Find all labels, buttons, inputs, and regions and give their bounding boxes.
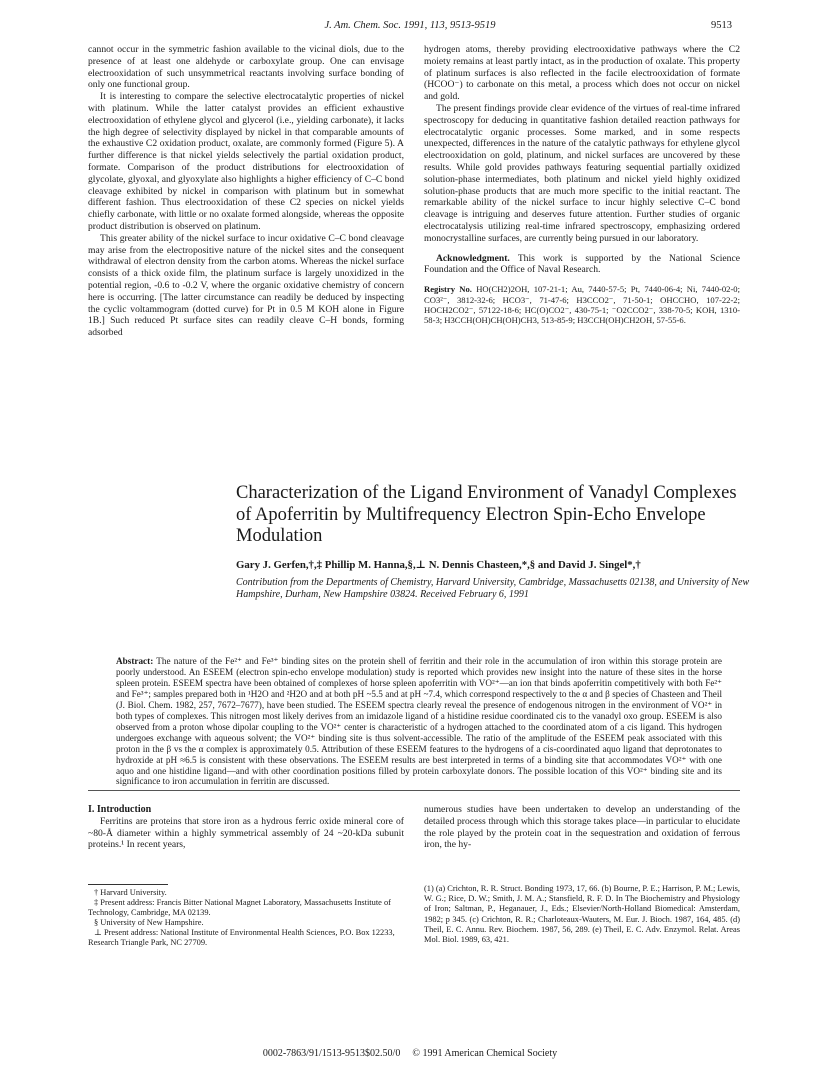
footnote-rule <box>88 884 168 885</box>
running-head <box>0 20 820 36</box>
journal-citation: J. Am. Chem. Soc. 1991, 113, 9513-9519 <box>324 20 496 31</box>
registry-label: Registry No. <box>424 284 472 295</box>
introduction-right-column <box>424 804 740 851</box>
page-number: 9513 <box>711 20 732 31</box>
footnote: § University of New Hampshire. <box>94 918 204 927</box>
article-header <box>236 483 756 601</box>
section-heading: I. Introduction <box>88 804 152 815</box>
copyright: © 1991 American Chemical Society <box>412 1048 558 1059</box>
introduction-left-column <box>88 804 404 851</box>
footnote: † Harvard University. <box>94 888 167 897</box>
acknowledgment <box>424 253 740 277</box>
reference-list <box>424 884 740 945</box>
article-code: 0002-7863/91/1513-9513$02.50/0 <box>262 1048 401 1059</box>
registry-text: HO(CH2)2OH, 107-21-1; Au, 7440-57-5; Pt, 7440-06-4; Ni, 7440-02-0; CO3²⁻, 3812-32-6; HCO3⁻, 71-47-6; H3CCO2⁻, 71-50-1; OHCCHO, 107-22-2; HOCH2CO2⁻, 57122-18-6; HC(O)CO2⁻, 430-75-1; ⁻O2CCO2⁻, 338-70-5; KOH, 1310-58-3; H3CCH(OH)CH(OH)CH3, 513-85-9; H3CCH(OH)CH2OH, 57-55-6. <box>424 284 740 326</box>
previous-article-left-column <box>88 44 404 339</box>
paragraph: This greater ability of the nickel surface to incur oxidative C–C bond cleavage may arise from the electropositive nature of the nickel sites and the consequent withdrawal of electron density from the carbon atoms. Whereas the nickel surface consists of a thick oxide film, the platinum surface is largely unoxidized in the potential region, -0.6 to -0.2 V, where the organic oxidative chemistry of concern here is occurring. [The latter circumstance can readily be deduced by inspecting the cyclic voltammogram (dotted curve) for Pt in 0.5 M KOH alone in Figure 1B.] Such reduced Pt surface sites can readily cleave C–H bonds, forming adsorbed <box>88 232 404 339</box>
paragraph: The present findings provide clear evidence of the virtues of real-time infrared spectroscopy for deducing in quantitative fashion detailed reaction pathways for electrocatalytic organic processes. Some marked, and in some respects unexpected, differences in the nature of the catalytic pathways for ethylene glycol electrooxidation on gold, platinum, and nickel surfaces are uncovered by these results. While gold provides pathways featuring sequential partially oxidized solution-phase intermediates, both platinum and nickel yield highly oxidized solution-phase products that are much more specific to the initial reactant. The remarkable ability of the nickel surface to incur highly selective C–C bond cleavage is intriguing and deserves future attention. Further studies of organic electrocatalysis utilizing real-time infrared spectroscopy, emphasizing ordered monocrystalline surfaces, are currently being pursued in our laboratory. <box>424 102 740 244</box>
abstract-label: Abstract: <box>116 656 154 666</box>
page-footer <box>0 1048 820 1059</box>
abstract-text: The nature of the Fe²⁺ and Fe³⁺ binding sites on the protein shell of ferritin and their role in the accumulation of iron within this storage protein are poorly understood. An ESEEM (electron spin-echo envelope modulation) study is reported which provides new insight into the nature of these sites in the horse spleen protein. ESEEM spectra have been obtained of complexes of horse spleen apoferritin with VO²⁺—an ion that binds apoferritin competitively with both Fe²⁺ and Fe³⁺; samples prepared both in ¹H2O and ²H2O and at both pH ~5.5 and at pH ~7.4, which correspond respectively to the α and β species of Chasteen and Theil (J. Biol. Chem. 1982, 257, 7672–7677), have been studied. The ESEEM spectra clearly reveal the presence of endogenous nitrogen in the environment of VO²⁺ in both types of complexes. This nitrogen most likely derives from an imidazole ligand of a histidine residue coordinated cis to the vanadyl oxo group. ESEEM is also observed from a proton whose dipolar coupling to the VO²⁺ center is characteristic of a hydrogen attached to the coordinated atom of a cis ligand. This hydrogen undergoes exchange with aqueous solvent; the VO²⁺ binding site is thus solvent-accessible. The ratio of the amplitude of the ESEEM peak associated with this proton in the β vs the α complex is approximately 0.5. Attribution of these ESEEM features to the hydrogens of a cis-coordinated aquo ligand that deprotonates to hydroxide at pH ≈6.5 is consistent with these observations. The ESEEM results are best interpreted in terms of a binding site that accommodates VO²⁺ with one aquo and one histidine ligand—and with other coordination positions filled by protein carboxylate donors. The possible location of this VO²⁺ binding site and its significance to iron accumulation in ferritin are discussed. <box>116 656 722 787</box>
paragraph: hydrogen atoms, thereby providing electrooxidative pathways where the C2 moiety remains at least partly intact, as in the production of oxalate. This property of platinum surfaces is also reflected in the facile electrooxidation of formate (HCOO⁻) to carbonate on this metal, a process which does not occur on nickel and gold. <box>424 44 740 103</box>
paragraph: It is interesting to compare the selective electrocatalytic properties of nickel with platinum. While the latter catalyst provides an efficient exhaustive electrooxidation of ethylene glycol and glycerol (i.e., yielding carbonate), it lacks the high degree of selectivity displayed by nickel in that comparable amounts of the exhaustive C2 oxidation product, oxalate, are commonly formed (Figure 5). A further difference is that nickel yields selectively the partial oxidation product, formate. Comparison of the product distributions for electrooxidation of glycolate, glyoxal, and glyoxylate also highlights a higher efficiency of C–C bond cleavage exhibited by nickel in comparison with platinum but in somewhat different fashion. Thus electrooxidation of these C2 species on nickel yields chiefly carbonate, with little or no oxalate formed alongside, whereas the opposite product distribution is observed on platinum. <box>88 91 404 232</box>
footnote: ⊥ Present address: National Institute of Environmental Health Sciences, P.O. Box 12233, Research Triangle Park, NC 27709. <box>88 928 395 947</box>
paragraph: numerous studies have been undertaken to develop an understanding of the detailed process through which this storage takes place—in particular to elucidate the role played by the protein coat in the sequestration and oxidation of ferrous iron, the hy- <box>424 804 740 851</box>
paragraph: cannot occur in the symmetric fashion available to the vicinal diols, due to the presence of at least one aldehyde or carboxylate group. One can envisage electrooxidation of such unsymmetrical reactants involving surface bonding of only one functional group. <box>88 44 404 91</box>
author-list: Gary J. Gerfen,†,‡ Phillip M. Hanna,§,⊥ N. Dennis Chasteen,*,§ and David J. Singel*,† <box>236 558 641 571</box>
footnote: ‡ Present address: Francis Bitter National Magnet Laboratory, Massachusetts Institute of Technology, Cambridge, MA 02139. <box>88 898 391 917</box>
acknowledgment-text: This work is supported by the National Science Foundation and the Office of Naval Research. <box>424 252 740 276</box>
acknowledgment-label: Acknowledgment. <box>436 252 510 264</box>
affiliation: Contribution from the Departments of Chemistry, Harvard University, Cambridge, Massachusetts 02138, and University of New Hampshire, Durham, New Hampshire 03824. Received February 6, 1991 <box>236 576 750 600</box>
registry-numbers <box>424 284 740 326</box>
section-divider <box>88 790 740 791</box>
paragraph: Ferritins are proteins that store iron as a hydrous ferric oxide mineral core of ~80-Å diameter within a highly symmetrical assembly of 24 ~20-kDa subunit proteins.¹ In recent years, <box>88 815 404 851</box>
abstract <box>116 656 722 787</box>
previous-article-right-column <box>424 44 740 326</box>
article-title: Characterization of the Ligand Environment of Vanadyl Complexes of Apoferritin by Multifrequency Electron Spin-Echo Envelope Modulation <box>236 483 737 546</box>
reference: (1) (a) Crichton, R. R. Struct. Bonding 1973, 17, 66. (b) Bourne, P. E.; Harrison, P. M.; Lewis, W. G.; Rice, D. W.; Smith, J. M. A.; Stansfield, R. F. D. In The Biochemistry and Physiology of Iron; Saltman, P., Heganauer, J., Eds.; Elsevier/North-Holland Biomedical: Amsterdam, 1982; p 345. (c) Crichton, R. R.; Charloteaux-Wauters, M. Eur. J. Bioch. 1987, 164, 485. (d) Theil, E. C. Annu. Rev. Biochem. 1987, 56, 289. (e) Theil, E. C. Adv. Enzymol. Relat. Areas Mol. Biol. 1989, 63, 421. <box>424 884 740 945</box>
footnotes <box>88 888 404 948</box>
